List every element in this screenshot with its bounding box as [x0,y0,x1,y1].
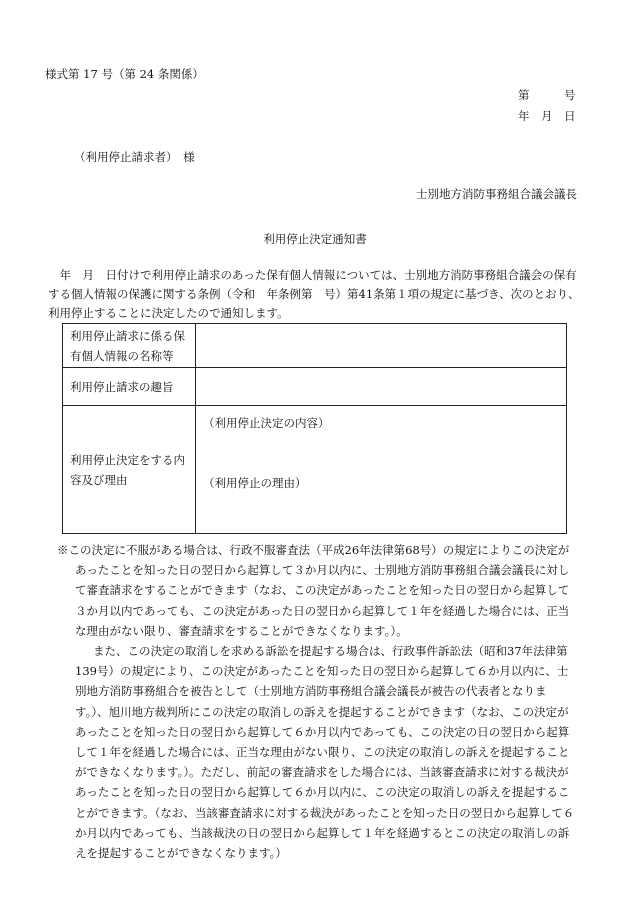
table-row [63,368,567,406]
decision-reason-heading: （利用停止の理由） [203,476,307,490]
decision-content-heading: （利用停止決定の内容） [203,416,330,430]
document-date: 年 月 日 [518,109,576,123]
info-table [62,323,567,534]
body-paragraph: 年 月 日付けで利用停止請求のあった保有個人情報については、士別地方消防事務組合議会の保有する個人情報の保護に関する条例（令和 年条例第 号）第41条第１項の規定に基づき、次のとおり、利用停止することに決定したので通知します。 [48,268,580,320]
note-lawsuit: また、この決定の取消しを求める訴訟を提起する場合は、行政事件訴訟法（昭和37年法律第139号）の規定により、この決定があったことを知った日の翌日から起算して６か月以内に、士別地方消防事務組合を被告として（士別地方消防事務組合議会議長が被告の代表者となります。）、旭川地方裁判所にこの決定の取消しの訴えを提起することができます（なお、この決定があったことを知った日の翌日から起算して６か月以内であっても、この決定の日の翌日から起算して１年を経過した場合には、正当な理由がない限り、この決定の取消しの訴えを提起することができなくなります。）。ただし、前記の審査請求をした場合には、当該審査請求に対する裁決があったことを知った日の翌日から起算して６か月以内に、この決定の取消しの訴えを提起することができます。（なお、当該審査請求に対する裁決があったことを知った日の翌日から起算して６か月以内であっても、当該裁決の日の翌日から起算して１年を経過するとこの決定の取消しの訴えを提起することができなくなります。） [75,644,575,861]
row2-value [196,368,567,406]
document-title: 利用停止決定通知書 [263,232,367,246]
addressee: （利用停止請求者） 様 [74,150,195,164]
row3-value [196,406,567,534]
sender: 士別地方消防事務組合議会議長 [416,187,577,201]
form-number: 様式第 17 号（第 24 条関係） [45,67,204,81]
row3-label: 利用停止決定をする内容及び理由 [63,406,196,534]
notes [57,540,575,863]
table-row [63,324,567,368]
row1-label: 利用停止請求に係る保有個人情報の名称等 [63,324,196,368]
row2-label: 利用停止請求の趣旨 [63,368,196,406]
document-number: 第 号 [518,88,576,102]
table-row [63,406,567,534]
row1-value [196,324,567,368]
body-text [48,266,588,323]
note-appeal: ※この決定に不服がある場合は、行政不服審査法（平成26年法律第68号）の規定によりこの決定があったことを知った日の翌日から起算して３か月以内に、士別地方消防事務組合議会議長に対して審査請求をすることができます（なお、この決定があったことを知った日の翌日から起算して３か月以内であっても、この決定があった日の翌日から起算して１年を経過した場合には、正当な理由がない限り、審査請求をすることができなくなります。）。 [57,543,570,638]
